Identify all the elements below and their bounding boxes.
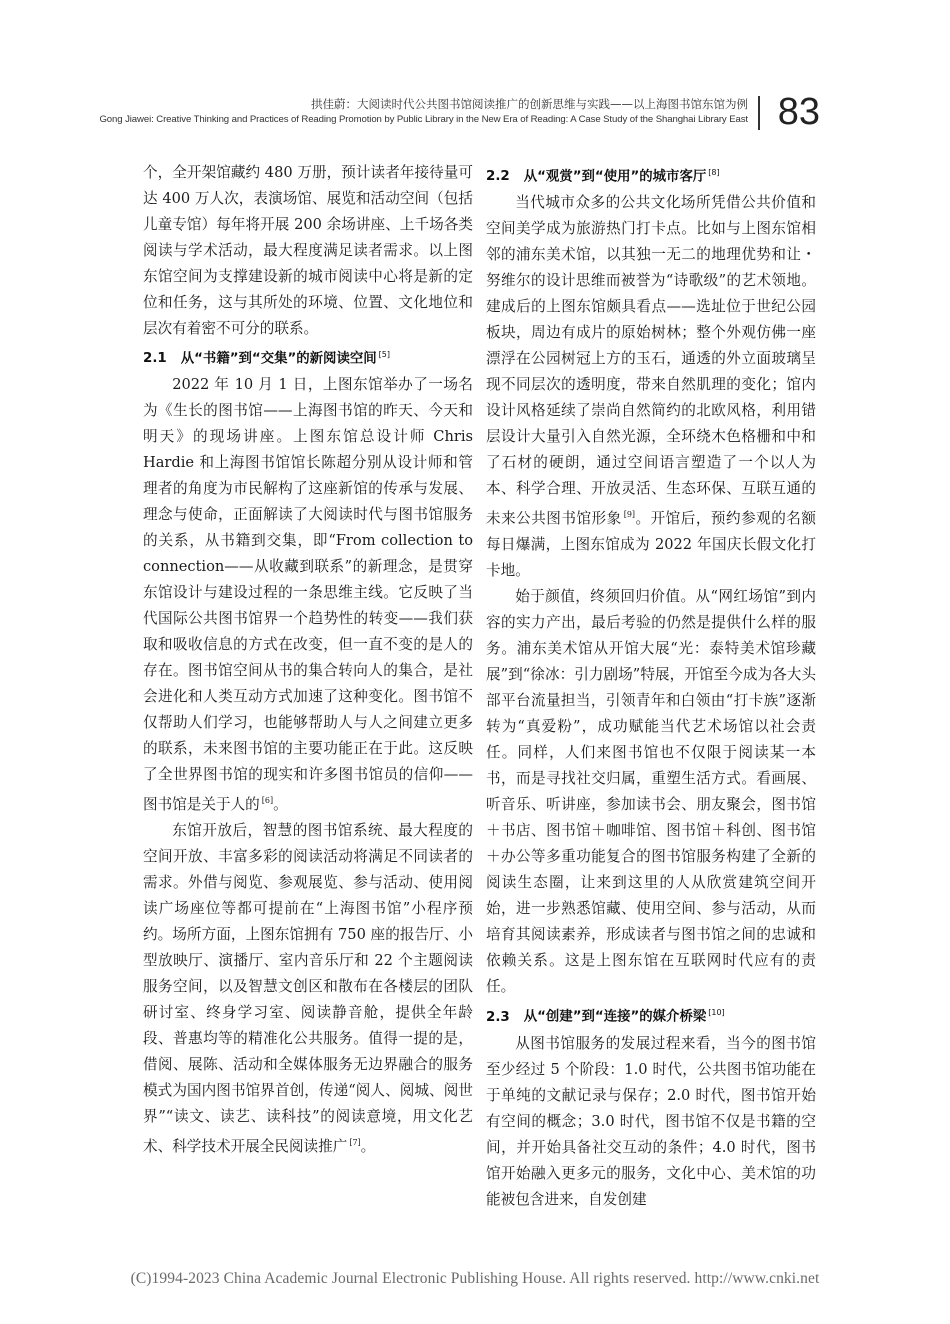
copyright-footer: (C)1994-2023 China Academic Journal Electronic Publishing House. All rights reserved. http://www.cnki.net <box>130 1270 820 1287</box>
paragraph-end: 。 <box>360 1138 376 1156</box>
citation-ref: [5] <box>378 350 390 359</box>
paragraph-end: 。 <box>273 796 288 814</box>
section-number: 2.3 <box>486 1009 510 1025</box>
section-heading-2-1 <box>143 342 473 372</box>
paragraph: 个，全开架馆藏约 480 万册，预计读者年接待量可达 400 万人次，表演场馆、展览和活动空间（包括儿童专馆）每年将开展 200 余场讲座、上千场各类阅读与学术活动，最大程度满足读者需求。以上图东馆空间为支撑建设新的城市阅读中心将是新的定位和任务，这与其所处的环境、位置、文化地位和层次有着密不可分的联系。 <box>143 164 473 337</box>
right-column <box>486 160 816 1213</box>
section-title: 从“观赏”到“使用”的城市客厅 <box>523 169 707 185</box>
citation-ref: [8] <box>708 168 720 177</box>
paragraph-text: 当代城市众多的公共文化场所凭借公共价值和空间美学成为旅游热门打卡点。比如与上图东馆相邻的浦东美术馆，以其独一无二的地理优势和让・努维尔的设计思维而被誉为“诗歌级”的艺术领地。建成后的上图东馆颇具看点——选址位于世纪公园板块，周边有成片的原始树林；整个外观仿佛一座漂浮在公园树冠上方的玉石，通透的外立面玻璃呈现不同层次的透明度，带来自然肌理的变化；馆内设计风格延续了崇尚自然简约的北欧风格，利用错层设计大量引入自然光源，全环绕木色格栅和中和了石材的硬朗，通过空间语言塑造了一个以人为本、科学合理、开放灵活、生态环保、互联互通的未来公共图书馆形象 <box>486 194 816 528</box>
citation-ref: [7] <box>349 1138 361 1148</box>
paragraph-end: 。开馆后，预约参观的名额每日爆满，上图东馆成为 2022 年国庆长假文化打卡地。 <box>486 510 816 580</box>
section-title: 从“书籍”到“交集”的新阅读空间 <box>180 351 377 367</box>
section-number: 2.2 <box>486 169 510 185</box>
paragraph <box>486 190 816 584</box>
paragraph: 始于颜值，终须回归价值。从“网红场馆”到内容的实力产出，最后考验的仍然是提供什么样的服务。浦东美术馆从开馆大展“光：泰特美术馆珍藏展”到“徐冰：引力剧场”特展，开馆至今成为各大头部平台流量担当，引领青年和白领由“打卡族”逐渐转为“真爱粉”，成功赋能当代艺术场馆以社会责任。同样，人们来图书馆也不仅限于阅读某一本书，而是寻找社交归属，重塑生活方式。看画展、听音乐、听讲座，参加读书会、朋友聚会，图书馆＋书店、图书馆＋咖啡馆、图书馆＋科创、图书馆＋办公等多重功能复合的图书馆服务构建了全新的阅读生态圈，让来到这里的人从欣赏建筑空间开始，进一步熟悉馆藏、使用空间、参与活动，从而培育其阅读素养，形成读者与图书馆之间的忠诚和依赖关系。这是上图东馆在互联网时代应有的责任。 <box>486 588 816 996</box>
paragraph <box>143 818 473 1160</box>
citation-ref: [9] <box>623 510 636 520</box>
section-title: 从“创建”到“连接”的媒介桥梁 <box>523 1009 707 1025</box>
citation-ref: [6] <box>261 796 274 806</box>
paragraph <box>143 372 473 818</box>
paragraph-text: 2022 年 10 月 1 日，上图东馆举办了一场名为《生长的图书馆——上海图书馆的昨天、今天和明天》的现场讲座。上图东馆总设计师 Chris Hardie 和上海图书馆馆长陈超分别从设计师和管理者的角度为市民解构了这座新馆的传承与发展、理念与使命，正面解读了大阅读时代与图书馆服务的关系，从书籍到交集，即“From collection to connection——从收藏到联系”的新理念，是贯穿东馆设计与建设过程的一条思维主线。它反映了当代国际公共图书馆界一个趋势性的转变——我们获取和吸收信息的方式在改变，但一直不变的是人的存在。图书馆空间从书的集合转向人的集合，是社会进化和人类互动方式加速了这种变化。图书馆不仅帮助人们学习，也能够帮助人与人之间建立更多的联系，未来图书馆的主要功能正在于此。这反映了全世界图书馆的现实和许多图书馆员的信仰——图书馆是关于人的 <box>143 376 473 814</box>
header-title-chinese: 拱佳蔚：大阅读时代公共图书馆阅读推广的创新思维与实践——以上海图书馆东馆为例 <box>311 97 748 111</box>
header-divider <box>758 96 760 130</box>
section-heading-2-2 <box>486 160 816 190</box>
citation-ref: [10] <box>708 1008 725 1018</box>
page-number: 83 <box>777 91 820 133</box>
header-title-english: Gong Jiawei: Creative Thinking and Practices of Reading Promotion by Public Library in the New Era of Reading: A Case Study of the Shanghai Library East <box>99 114 748 125</box>
running-header <box>60 91 820 140</box>
paragraph-text: 东馆开放后，智慧的图书馆系统、最大程度的空间开放、丰富多彩的阅读活动将满足不同读者的需求。外借与阅览、参观展览、参与活动、使用阅读广场座位等都可提前在“上海图书馆”小程序预约。场所方面，上图东馆拥有 750 座的报告厅、小型放映厅、演播厅、室内音乐厅和 22 个主题阅读服务空间，以及智慧文创区和散布在各楼层的团队研讨室、终身学习室、阅读静音舱，提供全年龄段、普惠均等的精准化公共服务。值得一提的是，借阅、展陈、活动和全媒体服务无边界融合的服务模式为国内图书馆界首创，传递“阅人、阅城、阅世界”“读文、读艺、读科技”的阅读意境，用文化艺术、科学技术开展全民阅读推广 <box>143 822 473 1156</box>
paragraph: 从图书馆服务的发展过程来看，当今的图书馆至少经过 5 个阶段：1.0 时代，公共图书馆功能在于单纯的文献记录与保存；2.0 时代，图书馆开始有空间的概念；3.0 时代，图书馆不仅是书籍的空间，并开始具备社交互动的条件；4.0 时代，图书馆开始融入更多元的服务，文化中心、美术馆的功能被包含进来，自发创建 <box>486 1034 816 1208</box>
section-heading-2-3 <box>486 1000 816 1030</box>
section-number: 2.1 <box>143 351 167 367</box>
left-column <box>143 160 473 1160</box>
